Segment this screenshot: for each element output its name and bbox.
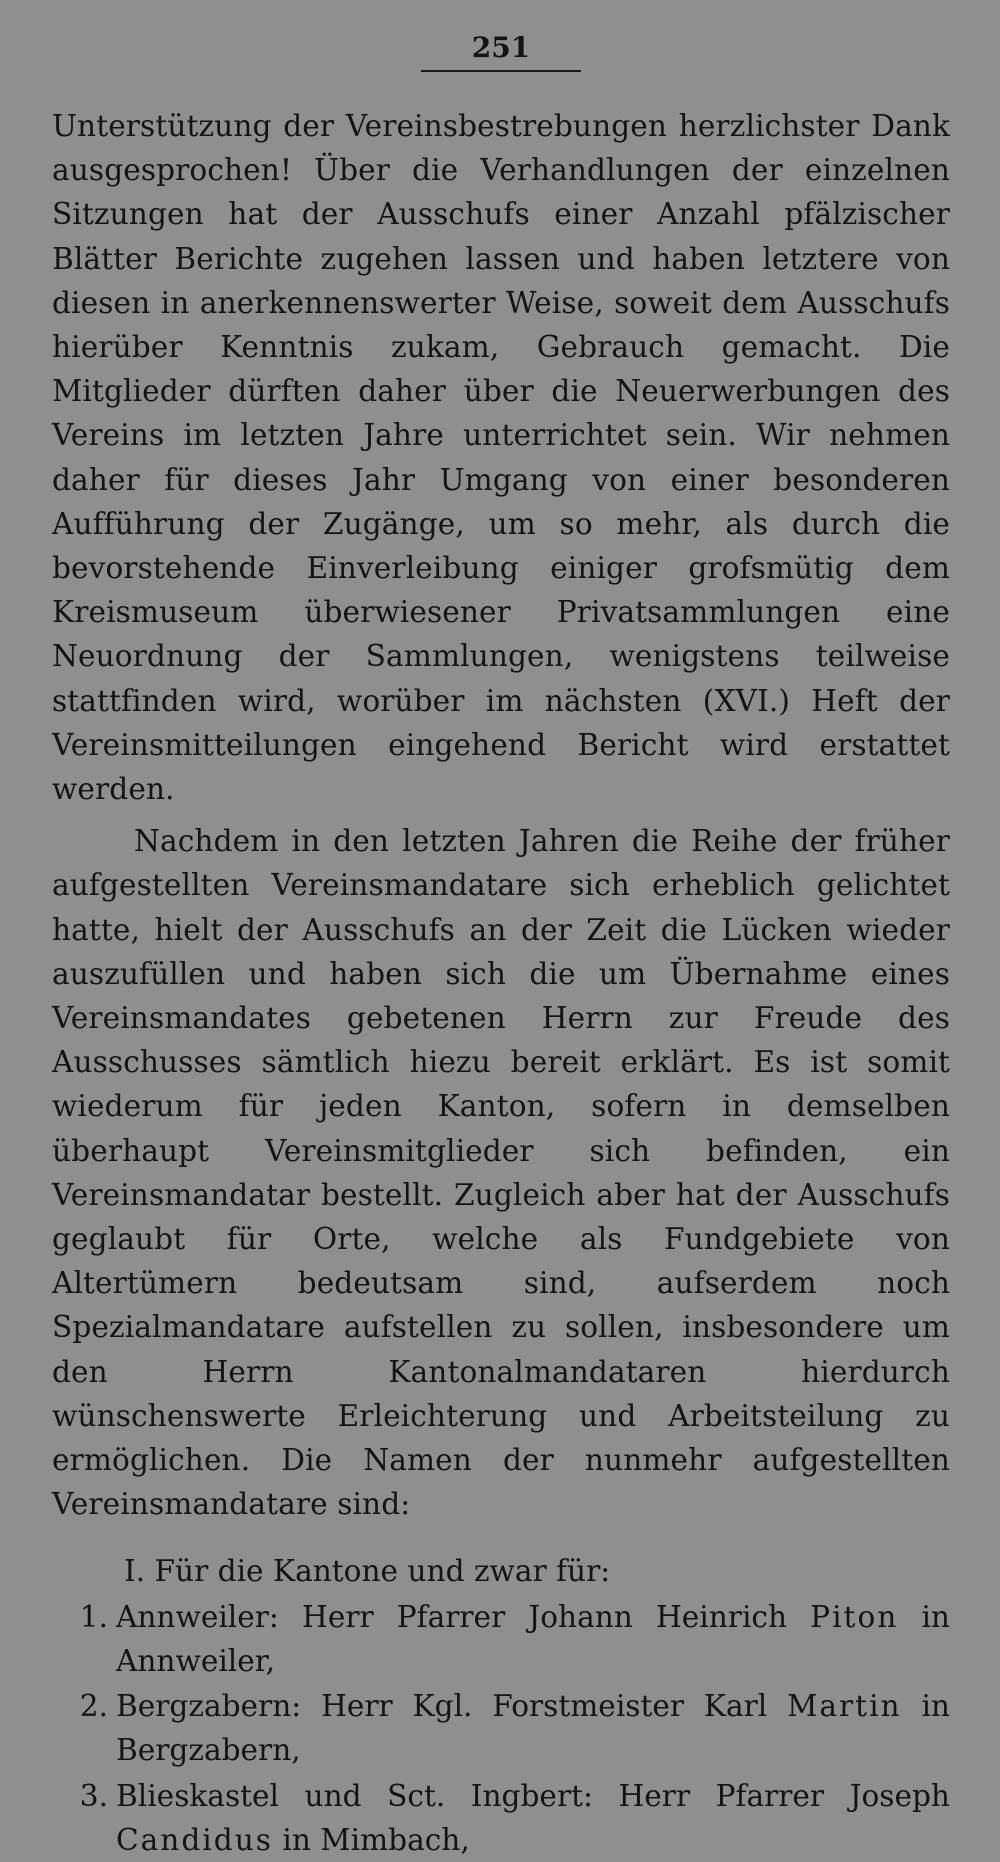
list-item-surname: Martin — [787, 1689, 902, 1724]
page-number: 251 — [471, 31, 531, 64]
list-item-location: in Bergzabern, — [116, 1689, 950, 1768]
list-item-place: Blieskastel und Sct. Ingbert: — [116, 1778, 593, 1813]
list-item-title: Herr Pfarrer Johann Heinrich — [302, 1599, 788, 1634]
list-item-surname: Piton — [810, 1599, 899, 1634]
list-item-place: Bergzabern: — [116, 1689, 302, 1724]
page-number-rule — [421, 70, 581, 72]
list-item-text — [116, 1774, 950, 1862]
list-item-text — [116, 1684, 950, 1772]
list-item-location: in Annweiler, — [116, 1599, 950, 1678]
paragraph-mandatare: Nachdem in den letzten Jahren die Reihe der früher aufgestellten Vereinsmandatare sich erheblich gelichtet hatte, hielt der Ausschufs an der Zeit die Lücken wieder auszufüllen und haben sich die um Übernahme eines Vereinsmandates gebetenen Herrn zur Freude des Ausschusses sämtlich hiezu bereit erklärt. Es ist somit wiederum für jeden Kanton, sofern in demselben überhaupt Vereinsmitglieder sich befinden, ein Vereinsmandatar bestellt. Zugleich aber hat der Ausschufs geglaubt für Orte, welche als Fundgebiete von Altertümern bedeutsam sind, aufserdem noch Spezialmandatare aufstellen zu sollen, insbesondere um den Herrn Kantonalmandataren hierdurch wünschenswerte Erleichterung und Arbeitsteilung zu ermöglichen. Die Namen der nunmehr aufgestellten Vereinsmandatare sind: — [52, 824, 950, 1522]
list-item-number: 1. — [79, 1599, 108, 1634]
list-item-text — [116, 1595, 950, 1683]
list-heading-kantone: I. Für die Kantone und zwar für: — [124, 1553, 611, 1588]
list-item-number: 2. — [79, 1689, 108, 1724]
list-item-title: Herr Pfarrer Joseph — [618, 1778, 950, 1813]
list-item-location: in Mimbach, — [282, 1822, 470, 1857]
list-item — [52, 1774, 950, 1862]
list-item-title: Herr Kgl. Forstmeister Karl — [321, 1689, 768, 1724]
list-item-surname: Candidus — [116, 1822, 273, 1857]
list-item-place: Annweiler: — [116, 1599, 279, 1634]
list-item-number: 3. — [79, 1778, 108, 1813]
paragraph-continuation: Unterstützung der Vereinsbestrebungen herzlichster Dank ausgesprochen! Über die Verhandlungen der einzelnen Sitzungen hat der Ausschufs einer Anzahl pfälzischer Blätter Berichte zugehen lassen und haben letztere von diesen in anerkennenswerter Weise, soweit dem Ausschufs hierüber Kenntnis zukam, Gebrauch gemacht. Die Mitglieder dürften daher über die Neuerwerbungen des Vereins im letzten Jahre unterrichtet sein. Wir nehmen daher für dieses Jahr Umgang von einer besonderen Aufführung der Zugänge, um so mehr, als durch die bevorstehende Einverleibung einiger grofsmütig dem Kreismuseum überwiesener Privatsammlungen eine Neuordnung der Sammlungen, wenigstens teilweise stattfinden wird, worüber im nächsten (XVI.) Heft der Vereinsmitteilungen eingehend Bericht wird erstattet werden. — [52, 109, 950, 807]
list-item — [52, 1595, 950, 1683]
list-item — [52, 1684, 950, 1772]
mandatare-list — [52, 1595, 950, 1862]
